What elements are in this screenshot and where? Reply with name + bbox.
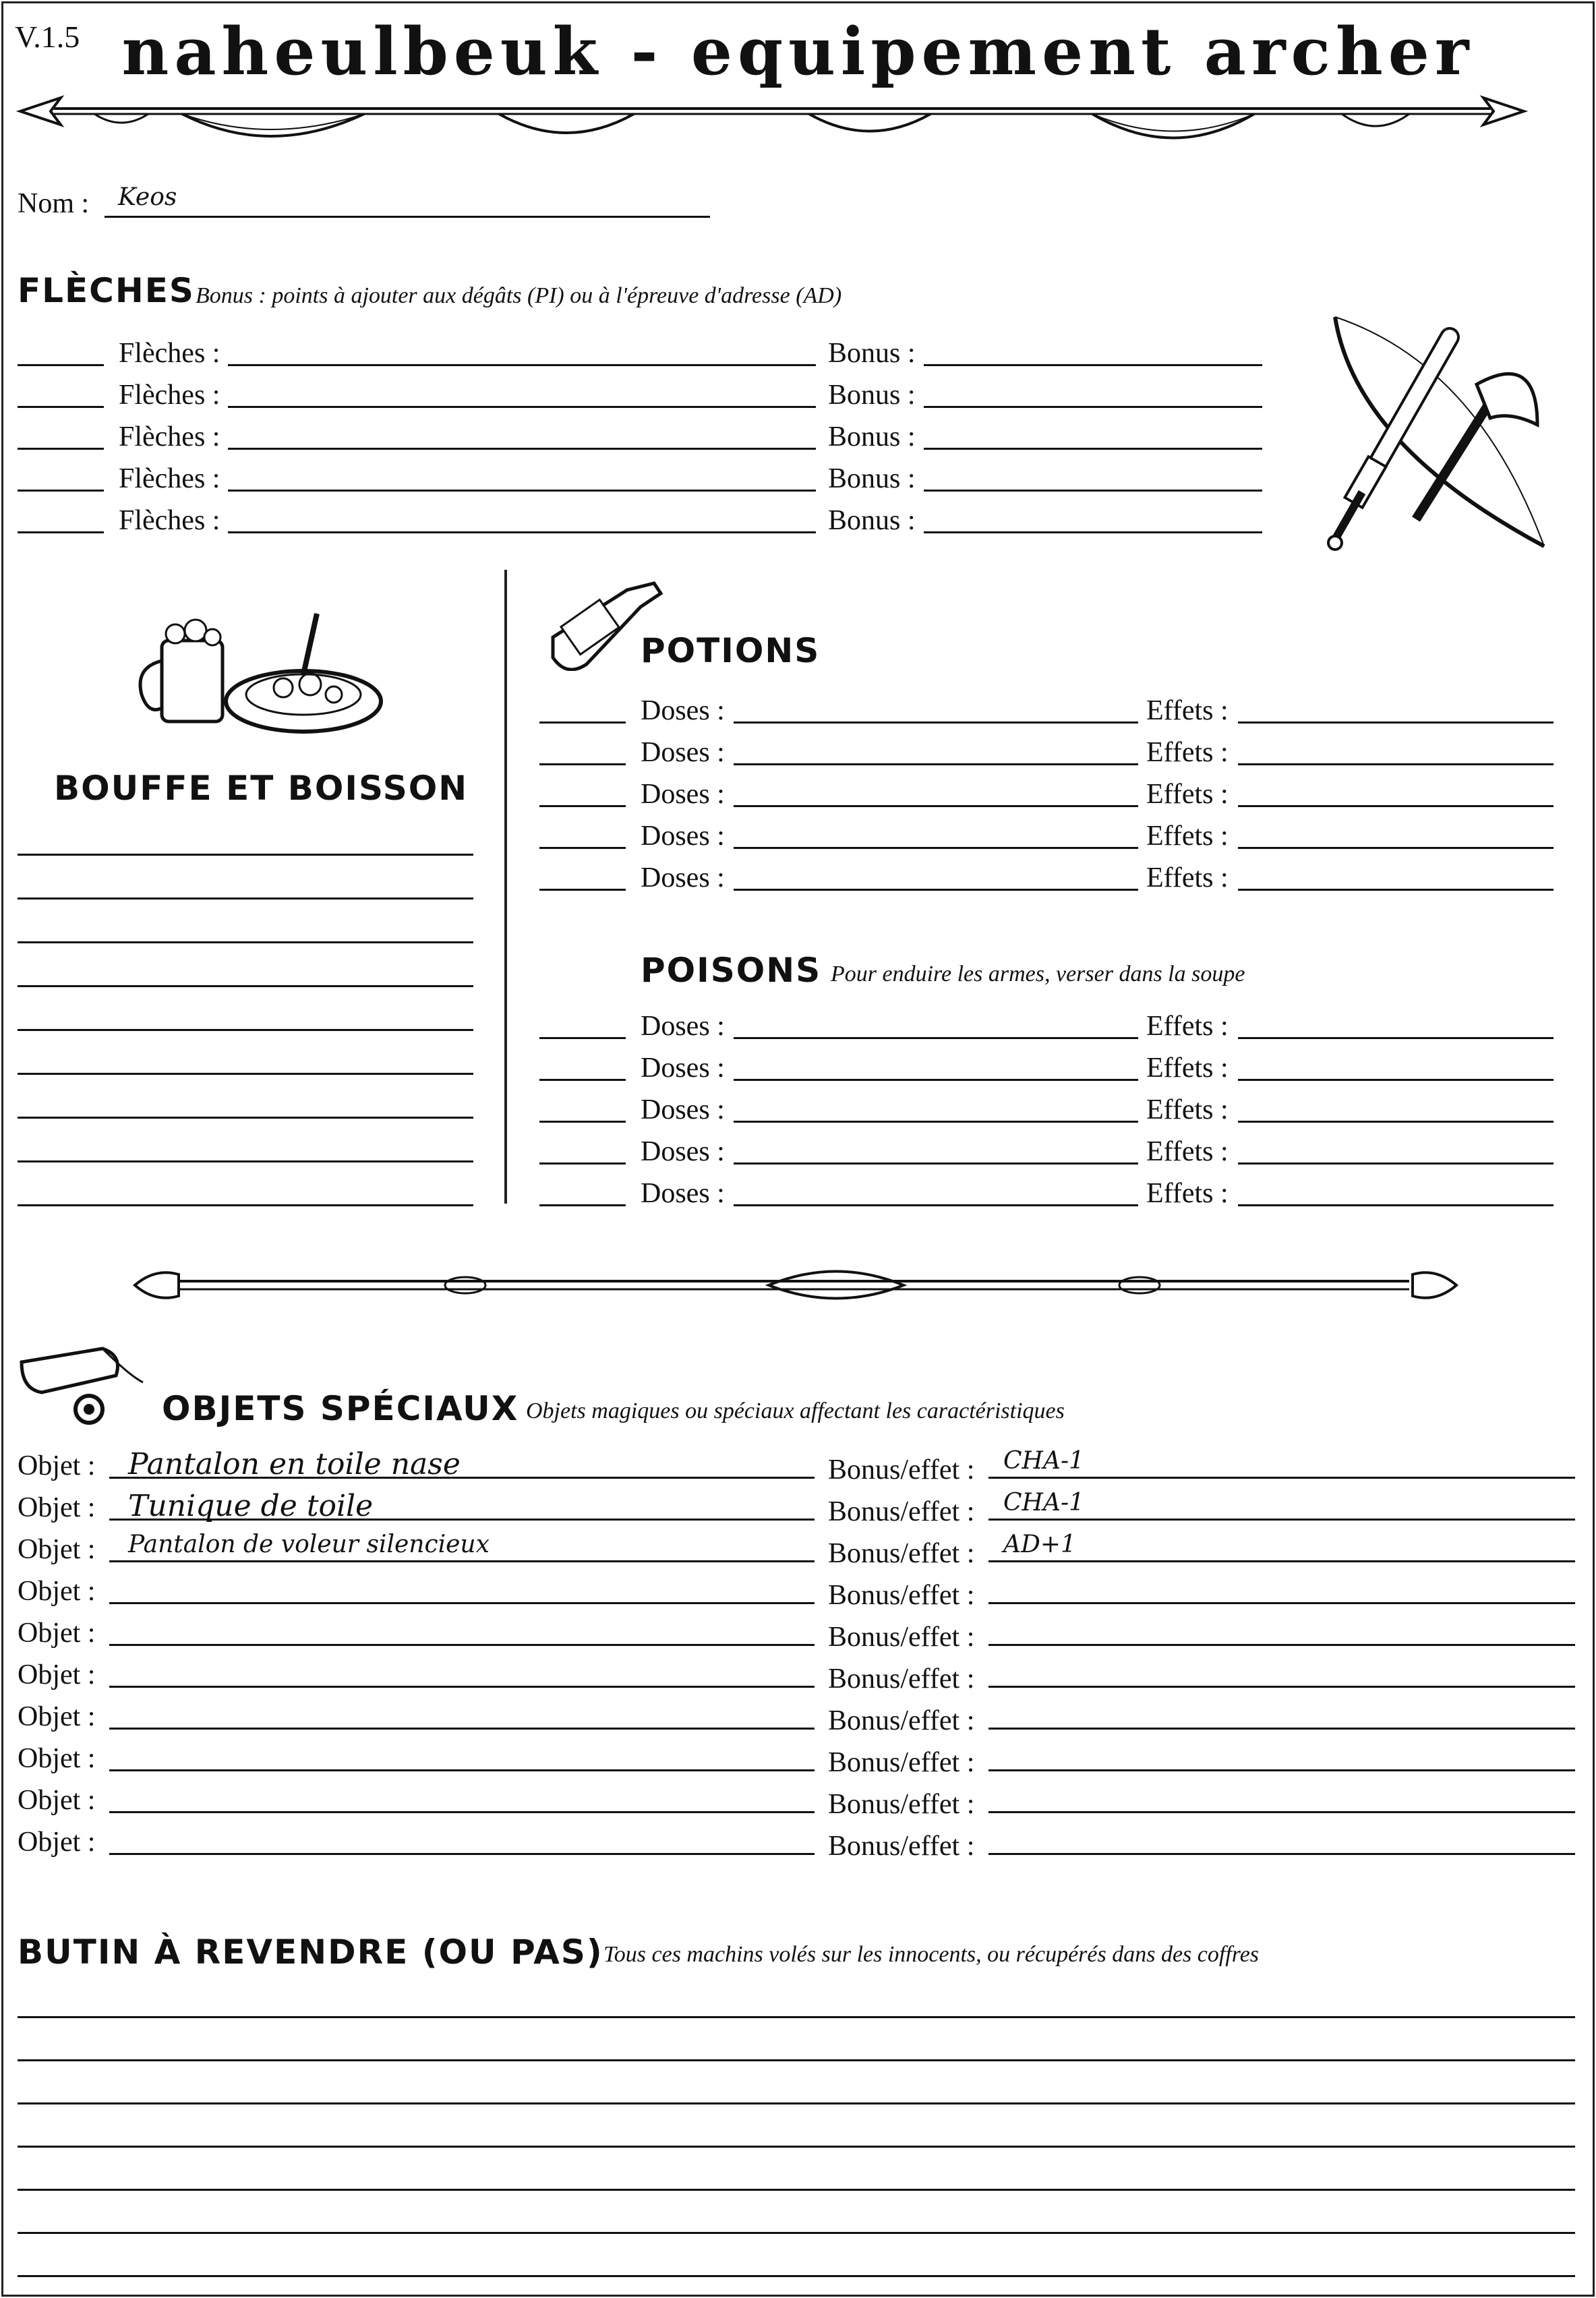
potions-effets-label: Effets : (1146, 779, 1229, 810)
objet-bonus-label: Bonus/effet : (828, 1580, 975, 1611)
potions-effets-line[interactable] (1238, 805, 1554, 807)
fleches-row-label: Flèches : (119, 421, 220, 452)
objet-line[interactable] (109, 1686, 815, 1688)
potions-title: POTIONS (641, 631, 821, 670)
fleches-bonus-label: Bonus : (828, 338, 916, 369)
poisons-qty-line[interactable] (539, 1079, 626, 1081)
bow-sword-axe-icon (1315, 310, 1585, 560)
objet-value[interactable]: Tunique de toile (128, 1489, 374, 1523)
bouffe-line[interactable] (18, 1160, 473, 1162)
objet-bonus-line[interactable] (988, 1811, 1575, 1813)
objet-bonus-line[interactable] (988, 1519, 1575, 1521)
fleches-bonus-label: Bonus : (828, 421, 916, 452)
poisons-effets-line[interactable] (1238, 1121, 1554, 1123)
poisons-qty-line[interactable] (539, 1162, 626, 1165)
version-label: V.1.5 (15, 20, 80, 54)
objet-label: Objet : (18, 1785, 96, 1816)
poisons-doses-line[interactable] (734, 1079, 1138, 1081)
bouffe-line[interactable] (18, 897, 473, 900)
potions-effets-line[interactable] (1238, 721, 1554, 724)
fleches-qty-line[interactable] (18, 531, 104, 533)
fleches-note: Bonus : points à ajouter aux dégâts (PI) ou à l'épreuve d'adresse (AD) (196, 283, 842, 308)
objets-note: Objets magiques ou spéciaux affectant les caractéristiques (526, 1398, 1065, 1423)
potions-effets-label: Effets : (1146, 821, 1229, 852)
potions-doses-line[interactable] (734, 805, 1138, 807)
page-title: naheulbeuk - equipement archer (121, 13, 1475, 90)
potions-doses-label: Doses : (641, 862, 725, 893)
objet-bonus-label: Bonus/effet : (828, 1454, 975, 1485)
bouffe-line[interactable] (18, 1117, 473, 1119)
fleches-title: FLÈCHES (18, 271, 195, 310)
poisons-doses-label: Doses : (641, 1011, 725, 1042)
objet-bonus-line[interactable] (988, 1560, 1575, 1562)
poisons-doses-line[interactable] (734, 1204, 1138, 1206)
objet-label: Objet : (18, 1576, 96, 1607)
poisons-effets-label: Effets : (1146, 1136, 1229, 1167)
column-divider (504, 570, 507, 1204)
objet-line[interactable] (109, 1728, 815, 1730)
poisons-effets-line[interactable] (1238, 1162, 1554, 1165)
nom-label: Nom : (18, 188, 90, 219)
poisons-doses-label: Doses : (641, 1094, 725, 1125)
potions-doses-line[interactable] (734, 763, 1138, 765)
objet-label: Objet : (18, 1743, 96, 1774)
fleches-bonus-line[interactable] (924, 531, 1262, 533)
fleches-bonus-label: Bonus : (828, 380, 916, 411)
potions-qty-line[interactable] (539, 805, 626, 807)
objet-label: Objet : (18, 1618, 96, 1649)
fleches-name-line[interactable] (228, 531, 816, 533)
fleches-qty-line[interactable] (18, 364, 104, 366)
bouffe-line[interactable] (18, 1073, 473, 1075)
arrow-banner-icon (13, 84, 1531, 152)
objet-bonus-label: Bonus/effet : (828, 1747, 975, 1778)
fleches-name-line[interactable] (228, 406, 816, 408)
poisons-doses-line[interactable] (734, 1121, 1138, 1123)
potions-doses-label: Doses : (641, 821, 725, 852)
fleches-row-label: Flèches : (119, 380, 220, 411)
nom-line (105, 216, 710, 218)
objet-bonus-line[interactable] (988, 1686, 1575, 1688)
objet-bonus-line[interactable] (988, 1602, 1575, 1604)
poisons-doses-label: Doses : (641, 1136, 725, 1167)
fleches-bonus-line[interactable] (924, 364, 1262, 366)
potions-doses-label: Doses : (641, 779, 725, 810)
poisons-title: POISONS (641, 951, 822, 990)
objet-label: Objet : (18, 1450, 96, 1481)
bouffe-line[interactable] (18, 1204, 473, 1206)
poisons-note: Pour enduire les armes, verser dans la soupe (831, 962, 1245, 986)
poisons-doses-line[interactable] (734, 1162, 1138, 1165)
butin-line[interactable] (18, 2275, 1575, 2277)
objet-line[interactable] (109, 1602, 815, 1604)
objet-bonus-label: Bonus/effet : (828, 1496, 975, 1527)
fleches-qty-line[interactable] (18, 406, 104, 408)
fleches-row-label: Flèches : (119, 463, 220, 494)
objet-bonus-label: Bonus/effet : (828, 1663, 975, 1695)
objet-label: Objet : (18, 1492, 96, 1523)
objet-bonus-label: Bonus/effet : (828, 1538, 975, 1569)
nom-value[interactable]: Keos (118, 183, 177, 211)
staff-banner-icon (128, 1254, 1463, 1315)
potions-doses-line[interactable] (734, 847, 1138, 849)
fleches-row-label: Flèches : (119, 338, 220, 369)
butin-line[interactable] (18, 2189, 1575, 2191)
fleches-name-line[interactable] (228, 364, 816, 366)
butin-title: BUTIN À REVENDRE (OU PAS) (18, 1933, 603, 1972)
objet-line[interactable] (109, 1644, 815, 1646)
objet-bonus-value[interactable]: CHA-1 (1003, 1489, 1085, 1516)
fleches-bonus-label: Bonus : (828, 463, 916, 494)
potions-effets-line[interactable] (1238, 763, 1554, 765)
poisons-effets-label: Effets : (1146, 1094, 1229, 1125)
food-drink-icon (135, 600, 384, 742)
potions-qty-line[interactable] (539, 889, 626, 891)
poisons-effets-line[interactable] (1238, 1037, 1554, 1039)
potions-effets-line[interactable] (1238, 889, 1554, 891)
objet-line[interactable] (109, 1811, 815, 1813)
objet-value[interactable]: Pantalon de voleur silencieux (128, 1531, 490, 1558)
objet-bonus-line[interactable] (988, 1853, 1575, 1855)
bouffe-line[interactable] (18, 1029, 473, 1031)
objet-bonus-label: Bonus/effet : (828, 1622, 975, 1653)
objet-bonus-label: Bonus/effet : (828, 1831, 975, 1862)
butin-line[interactable] (18, 2232, 1575, 2234)
butin-line[interactable] (18, 2102, 1575, 2104)
potions-effets-label: Effets : (1146, 862, 1229, 893)
fleches-qty-line[interactable] (18, 490, 104, 492)
potions-doses-label: Doses : (641, 737, 725, 768)
poisons-doses-label: Doses : (641, 1178, 725, 1209)
potions-doses-line[interactable] (734, 721, 1138, 724)
objet-bonus-line[interactable] (988, 1644, 1575, 1646)
butin-line[interactable] (18, 2146, 1575, 2148)
potions-effets-label: Effets : (1146, 695, 1229, 726)
objet-line[interactable] (109, 1560, 815, 1562)
poisons-doses-line[interactable] (734, 1037, 1138, 1039)
fleches-bonus-line[interactable] (924, 448, 1262, 450)
bouffe-line[interactable] (18, 941, 473, 943)
potions-doses-line[interactable] (734, 889, 1138, 891)
butin-note: Tous ces machins volés sur les innocents, ou récupérés dans des coffres (603, 1942, 1260, 1967)
objet-label: Objet : (18, 1827, 96, 1858)
fleches-bonus-label: Bonus : (828, 505, 916, 536)
butin-line[interactable] (18, 2059, 1575, 2061)
fleches-bonus-line[interactable] (924, 406, 1262, 408)
bouffe-title: BOUFFE ET BOISSON (54, 769, 469, 808)
bouffe-line[interactable] (18, 985, 473, 987)
poisons-effets-line[interactable] (1238, 1204, 1554, 1206)
fleches-name-line[interactable] (228, 490, 816, 492)
objet-bonus-line[interactable] (988, 1769, 1575, 1771)
fleches-bonus-line[interactable] (924, 490, 1262, 492)
objet-line[interactable] (109, 1769, 815, 1771)
fleches-qty-line[interactable] (18, 448, 104, 450)
poisons-doses-label: Doses : (641, 1053, 725, 1084)
objet-label: Objet : (18, 1534, 96, 1565)
potions-effets-label: Effets : (1146, 737, 1229, 768)
fleches-name-line[interactable] (228, 448, 816, 450)
potions-effets-line[interactable] (1238, 847, 1554, 849)
objet-label: Objet : (18, 1659, 96, 1690)
poisons-effets-label: Effets : (1146, 1011, 1229, 1042)
objet-bonus-value[interactable]: CHA-1 (1003, 1447, 1085, 1475)
objet-bonus-value[interactable]: AD+1 (1003, 1531, 1076, 1558)
bouffe-line[interactable] (18, 854, 473, 856)
potions-doses-label: Doses : (641, 695, 725, 726)
butin-line[interactable] (18, 2016, 1575, 2018)
objet-bonus-label: Bonus/effet : (828, 1705, 975, 1736)
objet-bonus-line[interactable] (988, 1477, 1575, 1479)
objet-value[interactable]: Pantalon en toile nase (128, 1447, 461, 1481)
poisons-qty-line[interactable] (539, 1037, 626, 1039)
potions-qty-line[interactable] (539, 763, 626, 765)
poisons-effets-label: Effets : (1146, 1053, 1229, 1084)
objet-bonus-line[interactable] (988, 1728, 1575, 1730)
poisons-qty-line[interactable] (539, 1204, 626, 1206)
objet-label: Objet : (18, 1701, 96, 1732)
objet-line[interactable] (109, 1853, 815, 1855)
scroll-ring-icon (15, 1342, 156, 1430)
potions-qty-line[interactable] (539, 847, 626, 849)
fleches-row-label: Flèches : (119, 505, 220, 536)
potions-qty-line[interactable] (539, 721, 626, 724)
poisons-effets-line[interactable] (1238, 1079, 1554, 1081)
objets-title: OBJETS SPÉCIAUX (162, 1389, 519, 1428)
objet-bonus-label: Bonus/effet : (828, 1789, 975, 1820)
poisons-effets-label: Effets : (1146, 1178, 1229, 1209)
poisons-qty-line[interactable] (539, 1121, 626, 1123)
